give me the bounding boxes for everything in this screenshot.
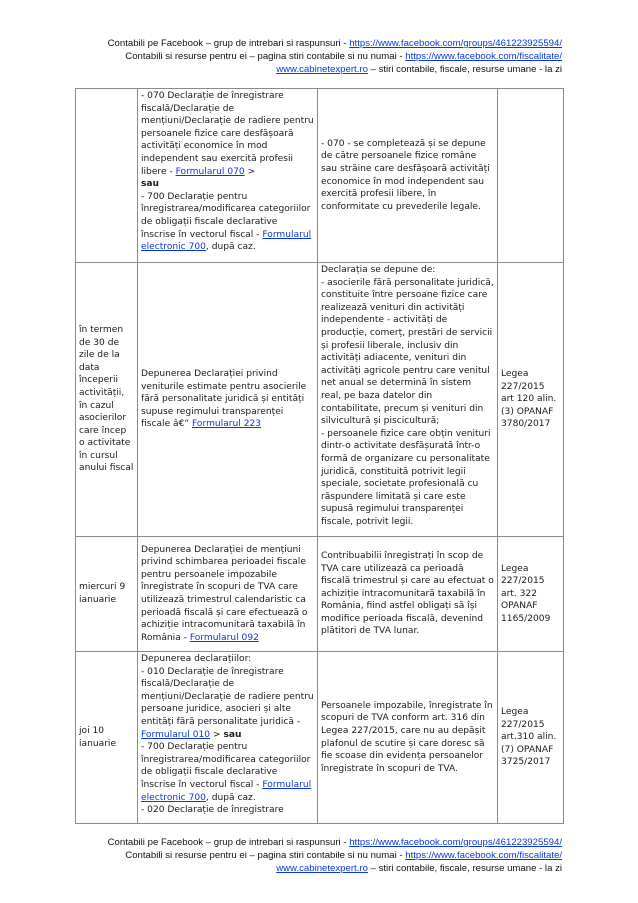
facebook-page-link[interactable]: https://www.facebook.com/fiscalitate/ bbox=[405, 51, 562, 62]
header-line-1: Contabili pe Facebook – grup de intrebari si raspunsuri - https://www.facebook.com/groups/461223925594/ bbox=[107, 38, 562, 49]
website-link[interactable]: www.cabinetexpert.ro bbox=[276, 863, 368, 874]
header-line-3: www.cabinetexpert.ro – stiri contabile, fiscale, resurse umane - la zi bbox=[276, 64, 562, 75]
facebook-page-link[interactable]: https://www.facebook.com/fiscalitate/ bbox=[405, 850, 562, 861]
term-cell bbox=[76, 89, 138, 263]
term-cell: joi 10 ianuarie bbox=[76, 652, 138, 824]
who-cell: Persoanele impozabile, înregistrate în scopuri de TVA conform art. 316 din Legea 227/2015, care nu au depășit plafonul de scutire și care doresc să fie scoase din evidența persoanelor înregistrate în scopuri de TVA. bbox=[318, 652, 498, 824]
obligation-cell: - 070 Declarație de înregistrare fiscală/Declarație de mențiuni/Declarație de radiere pentru persoanele fizice care desfășoară activități economice în mod independent sau exercită profesii libere - Formularul 070 > sau - 700 Declarație pentru înregistrarea/modificarea categoriilor de obligații fiscale declarative înscrise în vectorul fiscal - Formularul electronic 700, după caz. bbox=[138, 89, 318, 263]
who-cell: Declarația se depune de: - asocierile fără personalitate juridică, constituite între persoane fizice care realizează venituri din activități independente - activități de producție, comerț, prestări de servicii și profesii liberale, inclusiv din activități adiacente, venituri din activități agricole pentru care venitul net anual se determină în sistem real, pe baza datelor din contabilitate, precum și venituri din silvicultură și piscicultură; - persoanele fizice care obțin venituri dintr-o activitate desfășurată într-o formă de organizare cu personalitate juridică, constituită potrivit legii speciale, societate profesională cu răspundere limitată și care este supusă regimului transparenței fiscale, potrivit legii. bbox=[318, 263, 498, 537]
formular-700-link[interactable]: Formularul electronic 700 bbox=[141, 779, 312, 803]
header-line-2: Contabili si resurse pentru ei – pagina stiri contabile si nu numai - https://www.facebook.com/fiscalitate/ bbox=[125, 51, 562, 62]
obligation-cell: Depunerea declarațiilor: - 010 Declarație de înregistrare fiscală/Declarație de mențiuni/Declarație de radiere pentru persoane juridice, asocieri și alte entități fără personalitate juridică - Formularul 010 > sau - 700 Declarație pentru înregistrarea/modificarea categoriilor de obligații fiscale declarative înscrise în vectorul fiscal - Formularul electronic 700, după caz. - 020 Declarație de înregistrare bbox=[138, 652, 318, 824]
table-row bbox=[76, 652, 564, 824]
facebook-group-link[interactable]: https://www.facebook.com/groups/461223925594/ bbox=[349, 38, 562, 49]
formular-092-link[interactable]: Formularul 092 bbox=[189, 632, 259, 643]
obligation-cell: Depunerea Declarației de mențiuni privind schimbarea perioadei fiscale pentru persoanele impozabile înregistrate în scopuri de TVA care utilizează trimestrul calendaristic ca perioadă fiscală și care efectuează o achiziție intracomunitară taxabilă în România - Formularul 092 bbox=[138, 537, 318, 652]
legal-cell: Legea 227/2015 art 120 alin.(3) OPANAF 3780/2017 bbox=[498, 263, 564, 537]
formular-010-link[interactable]: Formularul 010 bbox=[141, 729, 211, 740]
who-cell: - 070 - se completează și se depune de către persoanele fizice române sau străine care desfășoară activități economice în mod independent sau exercită profesii libere, în conformitate cu prevederile legale. bbox=[318, 89, 498, 263]
legal-cell: Legea 227/2015 art. 322 OPANAF 1165/2009 bbox=[498, 537, 564, 652]
table-row bbox=[76, 89, 564, 263]
fiscal-calendar-table bbox=[75, 88, 564, 824]
page-footer bbox=[60, 836, 562, 875]
facebook-group-link[interactable]: https://www.facebook.com/groups/461223925594/ bbox=[349, 837, 562, 848]
footer-line-3: www.cabinetexpert.ro – stiri contabile, fiscale, resurse umane - la zi bbox=[276, 863, 562, 874]
term-cell: în termen de 30 de zile de la data începerii activității, în cazul asocierilor care încep o activitate în cursul anului fiscal bbox=[76, 263, 138, 537]
formular-223-link[interactable]: Formularul 223 bbox=[192, 419, 262, 430]
footer-line-2: Contabili si resurse pentru ei – pagina stiri contabile si nu numai - https://www.facebook.com/fiscalitate/ bbox=[125, 850, 562, 861]
page-header bbox=[60, 37, 562, 76]
formular-700-link[interactable]: Formularul electronic 700 bbox=[141, 229, 312, 253]
obligation-cell: Depunerea Declarației privind veniturile estimate pentru asocierile fără personalitate juridică și entități supuse regimului transparenței fiscale â€“ Formularul 223 bbox=[138, 263, 318, 537]
who-cell: Contribuabilii înregistrați în scop de TVA care utilizează ca perioadă fiscală trimestrul și care au efectuat o achiziție intracomunitară taxabilă în România, fiind astfel obligați să își modifice perioada fiscală, devenind plătitori de TVA lunar. bbox=[318, 537, 498, 652]
table-row bbox=[76, 537, 564, 652]
footer-line-1: Contabili pe Facebook – grup de intrebari si raspunsuri - https://www.facebook.com/groups/461223925594/ bbox=[107, 837, 562, 848]
formular-070-link[interactable]: Formularul 070 bbox=[175, 166, 245, 177]
term-cell: miercuri 9 ianuarie bbox=[76, 537, 138, 652]
table-row bbox=[76, 263, 564, 537]
legal-cell bbox=[498, 89, 564, 263]
legal-cell: Legea 227/2015 art.310 alin.(7) OPANAF 3725/2017 bbox=[498, 652, 564, 824]
website-link[interactable]: www.cabinetexpert.ro bbox=[276, 64, 368, 75]
